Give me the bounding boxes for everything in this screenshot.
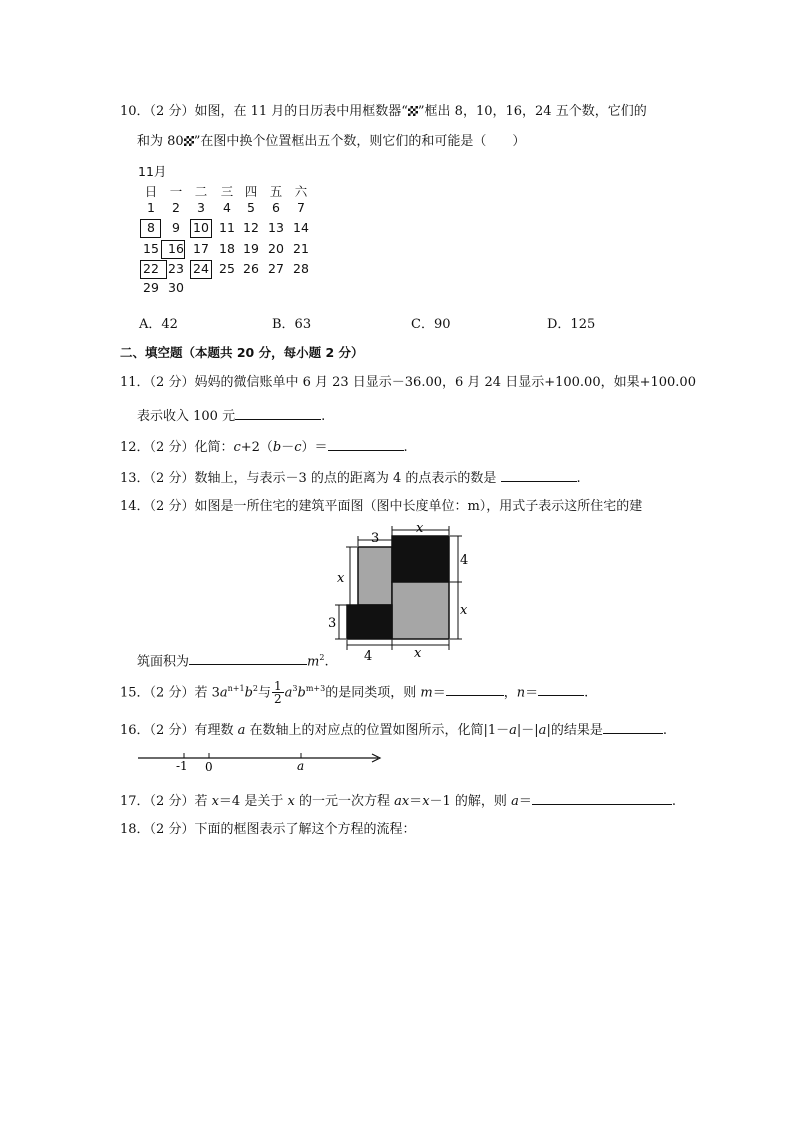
frame-box-24 bbox=[190, 260, 212, 279]
calendar-day: 13 bbox=[268, 220, 284, 235]
calendar-day: 11 bbox=[219, 220, 235, 235]
calendar-day: 12 bbox=[243, 220, 259, 235]
q14-line1: 14．（2 分）如图是一所住宅的建筑平面图（图中长度单位：m），用式子表示这所住宅的建 bbox=[120, 499, 643, 514]
calendar-day: 1 bbox=[147, 200, 155, 215]
calendar-day: 9 bbox=[172, 220, 180, 235]
calendar-day: 18 bbox=[219, 241, 235, 256]
frame-box-10 bbox=[190, 219, 212, 238]
answer-blank bbox=[603, 719, 663, 734]
calendar-day: 20 bbox=[268, 241, 284, 256]
calendar-weekday-header: 一 bbox=[169, 184, 183, 199]
floor-plan-room bbox=[358, 547, 392, 605]
calendar-day: 15 bbox=[143, 241, 159, 256]
calendar-title: 11月 bbox=[138, 164, 167, 179]
answer-blank bbox=[446, 681, 504, 696]
label-zero: 0 bbox=[205, 760, 213, 774]
calendar-day: 28 bbox=[293, 261, 309, 276]
floor-plan-room bbox=[347, 605, 392, 639]
q11-line2: 表示收入 100 元 . bbox=[137, 405, 325, 426]
dim-label-bottom-x: x bbox=[414, 646, 422, 661]
choice-d: D．125 bbox=[547, 317, 596, 332]
calendar-day: 21 bbox=[293, 241, 309, 256]
answer-blank bbox=[538, 681, 584, 696]
frame-box-22 bbox=[140, 260, 167, 279]
calendar-day: 19 bbox=[243, 241, 259, 256]
calendar-day: 25 bbox=[219, 261, 235, 276]
calendar-day: 4 bbox=[223, 200, 231, 215]
section-heading: 二、填空题（本题共 20 分，每小题 2 分） bbox=[120, 345, 364, 360]
q15: 15．（2 分）若 $3a^{n+1}b^2$与 $\frac{1}{2}$ $a^3b^{m+3}$的是同类项，则 m＝ ，n＝ . bbox=[120, 679, 589, 707]
calendar-weekday-header: 日 bbox=[144, 184, 158, 199]
floor-plan-figure bbox=[326, 518, 476, 664]
calendar-day: 5 bbox=[247, 200, 255, 215]
calendar-day: 26 bbox=[243, 261, 259, 276]
calendar-day: 27 bbox=[268, 261, 284, 276]
q11-line1: 11．（2 分）妈妈的微信账单中 6 月 23 日显示－36.00，6 月 24 日显示+100.00，如果+100.00 bbox=[120, 375, 696, 390]
calendar-day: 23 bbox=[168, 261, 184, 276]
calendar-day: 3 bbox=[197, 200, 205, 215]
answer-blank bbox=[235, 405, 321, 420]
dim-label-top-x: x bbox=[416, 521, 424, 536]
calendar-weekday-header: 三 bbox=[220, 184, 234, 199]
calendar-day: 30 bbox=[168, 280, 184, 295]
calendar-weekday-header: 二 bbox=[194, 184, 208, 199]
q17: 17．（2 分）若 x＝4 是关于 x 的一元一次方程 ax＝x－1 的解，则 a＝ . bbox=[120, 790, 676, 811]
calendar-day: 17 bbox=[193, 241, 209, 256]
q10-line2: 和为 80 ”在图中换个位置框出五个数，则它们的和可能是（ ） bbox=[137, 134, 526, 149]
label-minus-one: -1 bbox=[176, 759, 188, 773]
calendar-day: 7 bbox=[297, 200, 305, 215]
dim-label-right-x: x bbox=[460, 603, 468, 618]
calendar-day: 22 bbox=[143, 261, 159, 276]
calendar-day: 16 bbox=[168, 241, 184, 256]
q13: 13．（2 分）数轴上，与表示－3 的点的距离为 4 的点表示的数是 . bbox=[120, 467, 581, 488]
q10-line1: 10．（2 分）如图，在 11 月的日历表中用框数器“ ”框出 8，10，16，24 五个数，它们的 bbox=[120, 104, 647, 119]
frame-box-16 bbox=[161, 240, 185, 259]
box-counter-icon bbox=[184, 136, 194, 146]
calendar-day: 10 bbox=[193, 220, 209, 235]
choice-c: C．90 bbox=[411, 317, 451, 332]
calendar-weekday-header: 五 bbox=[269, 184, 283, 199]
calendar-day: 29 bbox=[143, 280, 159, 295]
calendar-day: 6 bbox=[272, 200, 280, 215]
calendar-day: 24 bbox=[193, 261, 209, 276]
answer-blank bbox=[532, 790, 672, 805]
number-line bbox=[136, 748, 386, 774]
calendar bbox=[138, 162, 328, 297]
floor-plan-room bbox=[392, 582, 449, 639]
answer-blank bbox=[501, 467, 577, 482]
choice-a: A．42 bbox=[139, 317, 178, 332]
calendar-weekday-header: 六 bbox=[294, 184, 308, 199]
q12: 12．（2 分）化简：c+2（b－c）＝ . bbox=[120, 436, 408, 457]
dim-label-right-4: 4 bbox=[460, 553, 469, 568]
choice-b: B．63 bbox=[272, 317, 312, 332]
fraction: $\frac{1}{2}$ bbox=[274, 679, 282, 707]
dim-label-bottom-4: 4 bbox=[364, 649, 373, 664]
calendar-day: 8 bbox=[147, 220, 155, 235]
calendar-weekday-header: 四 bbox=[244, 184, 258, 199]
answer-blank bbox=[328, 436, 404, 451]
dim-label-left-3: 3 bbox=[328, 616, 337, 631]
dim-label-top-3: 3 bbox=[371, 531, 380, 546]
q14-line2: 筑面积为 $m^2$. bbox=[137, 649, 329, 671]
calendar-day: 2 bbox=[172, 200, 180, 215]
calendar-day: 14 bbox=[293, 220, 309, 235]
q16: 16．（2 分）有理数 a 在数轴上的对应点的位置如图所示，化简|1－a|－|a|的结果是 . bbox=[120, 719, 667, 740]
label-a: a bbox=[297, 759, 305, 773]
dim-label-left-x: x bbox=[337, 571, 345, 586]
q18: 18．（2 分）下面的框图表示了解这个方程的流程： bbox=[120, 822, 416, 837]
answer-blank bbox=[189, 650, 307, 665]
box-counter-icon bbox=[408, 106, 418, 116]
frame-box-8 bbox=[140, 219, 161, 238]
floor-plan-room bbox=[392, 536, 449, 582]
